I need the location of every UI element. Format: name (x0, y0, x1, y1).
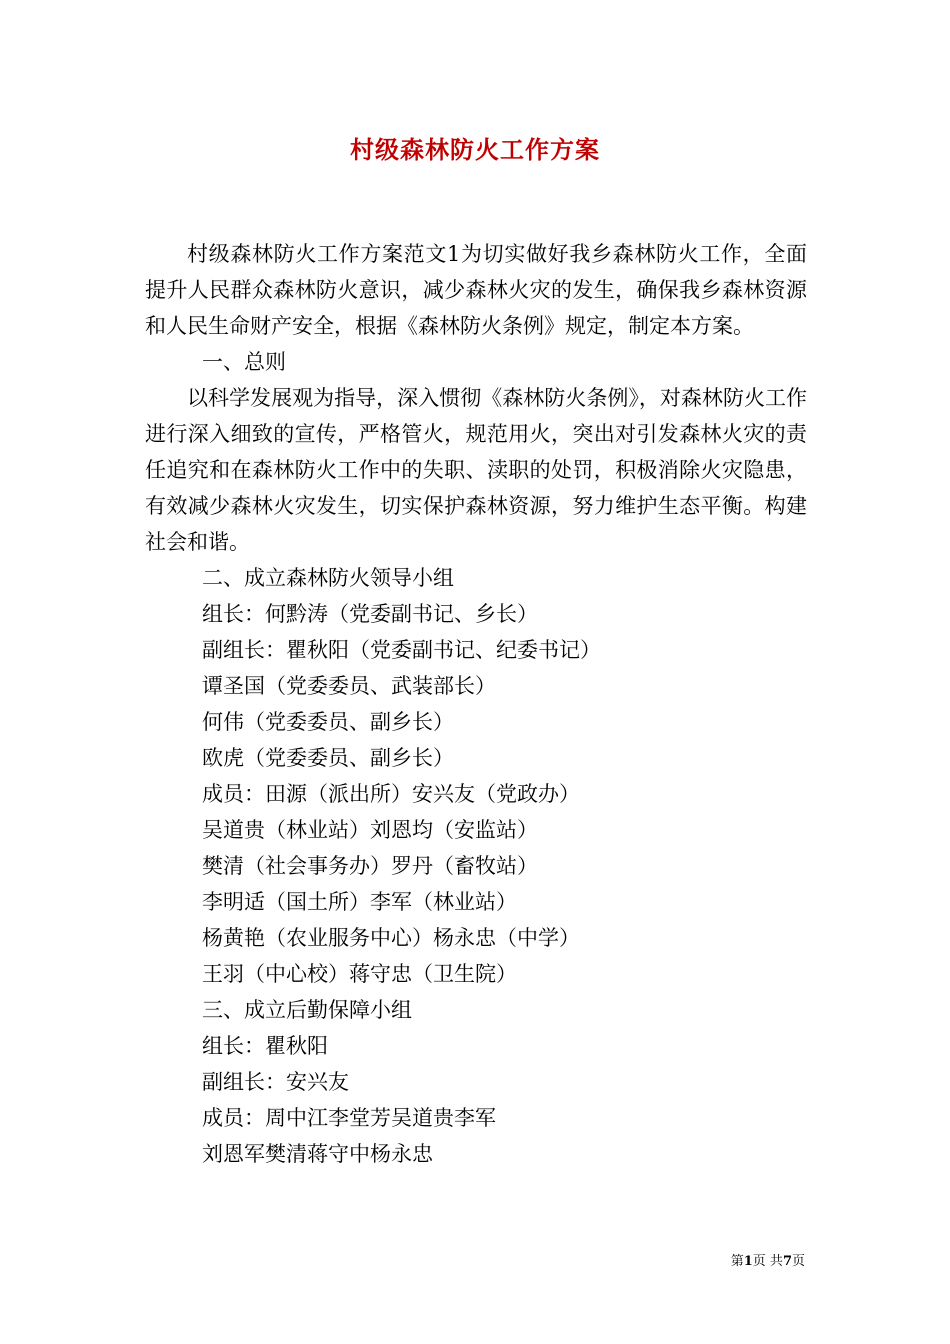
section-heading-leadership-group: 二、成立森林防火领导小组 (202, 566, 454, 590)
footer-prefix: 第 (730, 1254, 744, 1269)
footer-suffix: 页 (791, 1254, 805, 1269)
leader-line: 组长：何黔涛（党委副书记、乡长） (202, 602, 538, 626)
members-line: 杨黄艳（农业服务中心）杨永忠（中学） (202, 926, 580, 950)
deputy-leader-line: 副组长：瞿秋阳（党委副书记、纪委书记） (202, 638, 601, 662)
footer-middle: 页 共 (752, 1254, 783, 1269)
members-line: 吴道贵（林业站）刘恩均（安监站） (202, 818, 538, 842)
deputy-line: 何伟（党委委员、副乡长） (202, 710, 454, 734)
section-heading-general: 一、总则 (202, 350, 286, 374)
document-title: 村级森林防火工作方案 (350, 135, 600, 164)
members-line: 李明适（国土所）李军（林业站） (202, 890, 517, 914)
page-number-footer (731, 1250, 805, 1269)
logistics-deputy-line: 副组长：安兴友 (202, 1070, 349, 1094)
section-heading-logistics-group: 三、成立后勤保障小组 (202, 998, 412, 1022)
members-line: 樊清（社会事务办）罗丹（畜牧站） (202, 854, 538, 878)
logistics-members-line: 成员：周中江李堂芳吴道贵李军 (202, 1106, 496, 1130)
general-principles-paragraph: 以科学发展观为指导，深入惯彻《森林防火条例》，对森林防火工作进行深入细致的宣传，严格管火，规范用火，突出对引发森林火灾的责任追究和在森林防火工作中的失职、渎职的处罚，积极消除火灾隐患，有效减少森林火灾发生，切实保护森林资源，努力维护生态平衡。构建社会和谐。 (145, 386, 807, 554)
logistics-members-line: 刘恩军樊清蒋守中杨永忠 (202, 1142, 433, 1166)
members-line: 王羽（中心校）蒋守忠（卫生院） (202, 962, 517, 986)
total-pages-number: 7 (782, 1254, 792, 1269)
members-line: 成员：田源（派出所）安兴友（党政办） (202, 782, 580, 806)
logistics-leader-line: 组长：瞿秋阳 (202, 1034, 328, 1058)
deputy-line: 谭圣国（党委委员、武装部长） (202, 674, 496, 698)
intro-paragraph: 村级森林防火工作方案范文1为切实做好我乡森林防火工作，全面提升人民群众森林防火意识，减少森林火灾的发生，确保我乡森林资源和人民生命财产安全，根据《森林防火条例》规定，制定本方案。 (145, 242, 807, 338)
current-page-number: 1 (743, 1254, 753, 1269)
deputy-line: 欧虎（党委委员、副乡长） (202, 746, 454, 770)
document-body (145, 236, 807, 1172)
